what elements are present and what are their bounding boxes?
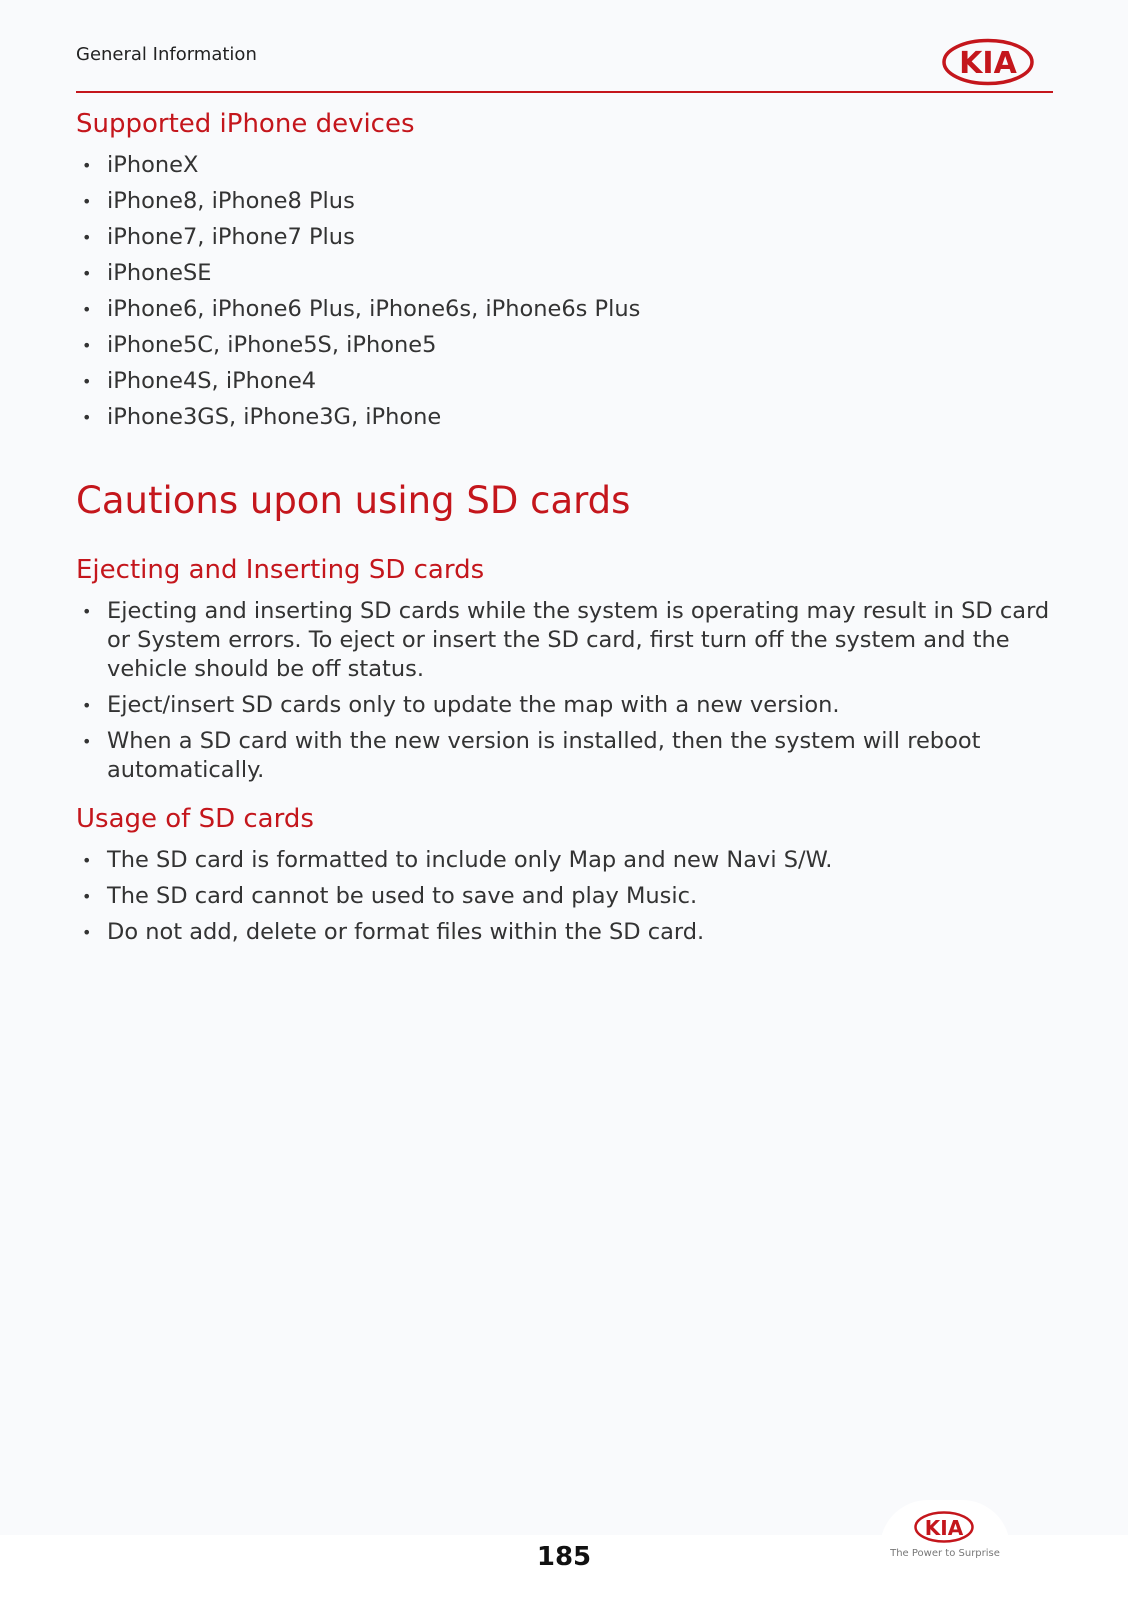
kia-footer-logo-icon — [913, 1510, 975, 1544]
list-item: • Ejecting and inserting SD cards while the system is operating may result in SD card or System errors. To eject or insert the SD card, first turn off the system and the vehicle should be off status. — [76, 597, 1056, 684]
usage-heading: Usage of SD cards — [76, 804, 314, 834]
usage-section — [76, 799, 1056, 947]
list-item: • The SD card cannot be used to save and play Music. — [76, 882, 1056, 911]
iphone-section — [76, 104, 1056, 432]
kia-footer-logo-text: KIA — [924, 1516, 964, 1540]
kia-logo-text: KIA — [959, 46, 1017, 81]
list-item: • The SD card is formatted to include only Map and new Navi S/W. — [76, 846, 1056, 875]
page-number: 185 — [536, 1542, 592, 1572]
ejecting-section — [76, 550, 1056, 785]
iphone-heading: Supported iPhone devices — [76, 109, 415, 139]
ejecting-heading: Ejecting and Inserting SD cards — [76, 555, 485, 585]
list-item: • Eject/insert SD cards only to update the map with a new version. — [76, 691, 1056, 720]
list-item: • iPhone6, iPhone6 Plus, iPhone6s, iPhone6s Plus — [76, 295, 1056, 324]
list-item: • iPhoneSE — [76, 259, 1056, 288]
footer-slogan: The Power to Surprise — [890, 1548, 1000, 1559]
list-item: • When a SD card with the new version is installed, then the system will reboot automatically. — [76, 727, 1056, 785]
header-divider — [76, 91, 1053, 93]
iphone-list — [76, 151, 1056, 432]
list-item: • iPhone5C, iPhone5S, iPhone5 — [76, 331, 1056, 360]
ejecting-list — [76, 597, 1056, 785]
page-content — [76, 104, 1056, 954]
cautions-heading: Cautions upon using SD cards — [76, 479, 631, 522]
list-item: • iPhone4S, iPhone4 — [76, 367, 1056, 396]
kia-logo-icon — [941, 37, 1035, 87]
list-item: • iPhoneX — [76, 151, 1056, 180]
list-item: • iPhone8, iPhone8 Plus — [76, 187, 1056, 216]
list-item: • iPhone7, iPhone7 Plus — [76, 223, 1056, 252]
usage-list — [76, 846, 1056, 947]
list-item: • iPhone3GS, iPhone3G, iPhone — [76, 403, 1056, 432]
list-item: • Do not add, delete or format files within the SD card. — [76, 918, 1056, 947]
section-label: General Information — [76, 44, 257, 65]
